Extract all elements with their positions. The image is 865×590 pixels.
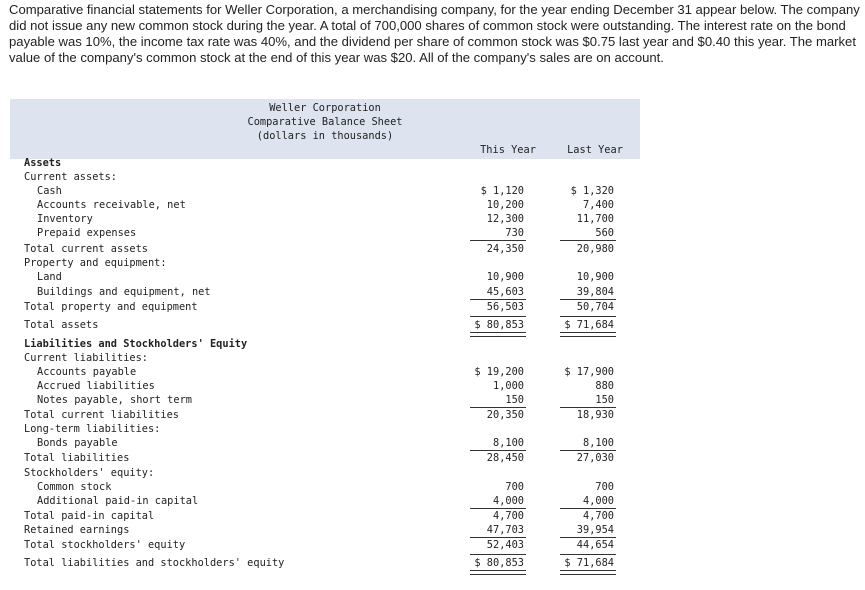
table-row: [10, 494, 640, 508]
this-year-value: 150: [505, 394, 524, 406]
row-label: Inventory: [37, 213, 93, 225]
this-year-value: 1,000: [493, 380, 524, 392]
row-label: Total assets: [24, 319, 99, 331]
this-year-value: 4,700: [493, 510, 524, 522]
last-year-value: 10,900: [576, 271, 614, 283]
row-label: Stockholders' equity:: [24, 467, 155, 479]
this-year-value: $ 80,853: [474, 557, 524, 569]
table-row: [10, 451, 640, 465]
row-label: Buildings and equipment, net: [37, 286, 211, 298]
table-row: [10, 466, 640, 480]
last-year-value: 39,954: [576, 524, 614, 536]
table-row: [10, 351, 640, 365]
row-label: Total liabilities: [24, 452, 130, 464]
column-header-this-year: This Year: [480, 144, 536, 156]
column-header-last-year: Last Year: [567, 144, 623, 156]
table-row: [10, 285, 640, 299]
this-year-value: 24,350: [486, 243, 524, 255]
last-year-value: 20,980: [576, 243, 614, 255]
this-year-value: 12,300: [486, 213, 524, 225]
company-name: Weller Corporation: [269, 102, 381, 114]
row-label: Accrued liabilities: [37, 380, 155, 392]
last-year-value: 27,030: [576, 452, 614, 464]
table-row: [10, 184, 640, 198]
total-rule: [560, 316, 616, 317]
table-row: [10, 198, 640, 212]
problem-statement: Comparative financial statements for Weller Corporation, a merchandising company, for the year ending December 31 appear below. The company did not issue any new common stock during the year. A total of 700,000 shares of common stock were outstanding. The interest rate on the bond payable was 10%, the income tax rate was 40%, and the dividend per share of common stock was $0.75 last year and $0.40 this year. The market value of the company's common stock at the end of this year was $20. All of the company's sales are on account.: [9, 2, 860, 65]
last-year-value: 39,804: [576, 286, 614, 298]
last-year-value: $ 71,684: [564, 557, 614, 569]
this-year-value: 700: [505, 481, 524, 493]
row-label: Accounts receivable, net: [37, 199, 186, 211]
row-label: Total current assets: [24, 243, 148, 255]
table-row: [10, 408, 640, 422]
last-year-value: 880: [595, 380, 614, 392]
total-rule: [560, 554, 616, 555]
this-year-value: $ 80,853: [474, 319, 524, 331]
row-label: Liabilities and Stockholders' Equity: [24, 338, 248, 350]
last-year-value: 50,704: [576, 301, 614, 313]
row-label: Total liabilities and stockholders' equity: [24, 557, 285, 569]
row-label: Common stock: [37, 481, 112, 493]
table-row: [10, 509, 640, 523]
this-year-value: 28,450: [486, 452, 524, 464]
this-year-value: $ 19,200: [474, 366, 524, 378]
total-rule: [470, 316, 526, 317]
row-label: Long-term liabilities:: [24, 423, 161, 435]
this-year-value: 56,503: [486, 301, 524, 313]
this-year-value: 8,100: [493, 437, 524, 449]
row-label: Total paid-in capital: [24, 510, 155, 522]
table-row: [10, 480, 640, 494]
last-year-value: 8,100: [583, 437, 614, 449]
this-year-value: 10,200: [486, 199, 524, 211]
last-year-value: 700: [595, 481, 614, 493]
last-year-value: 150: [595, 394, 614, 406]
this-year-value: 10,900: [486, 271, 524, 283]
this-year-value: 4,000: [493, 495, 524, 507]
row-label: Current liabilities:: [24, 352, 148, 364]
table-row: [10, 170, 640, 184]
table-row: [10, 365, 640, 379]
table-row: [10, 156, 640, 170]
this-year-value: 20,350: [486, 409, 524, 421]
table-row: [10, 523, 640, 537]
table-row: [10, 556, 640, 570]
last-year-value: 44,654: [576, 539, 614, 551]
statement-units: (dollars in thousands): [256, 130, 394, 142]
row-label: Total current liabilities: [24, 409, 179, 421]
table-row: [10, 422, 640, 436]
underline-rule: [560, 240, 616, 241]
last-year-value: $ 71,684: [564, 319, 614, 331]
this-year-value: 45,603: [486, 286, 524, 298]
row-label: Current assets:: [24, 171, 117, 183]
last-year-value: 11,700: [576, 213, 614, 225]
underline-rule: [470, 240, 526, 241]
row-label: Cash: [37, 185, 62, 197]
table-row: [10, 337, 640, 351]
last-year-value: $ 1,320: [570, 185, 614, 197]
last-year-value: $ 17,900: [564, 366, 614, 378]
table-row: [10, 226, 640, 240]
row-label: Additional paid-in capital: [37, 495, 199, 507]
table-row: [10, 538, 640, 552]
this-year-value: 52,403: [486, 539, 524, 551]
table-row: [10, 379, 640, 393]
double-underline-rule: [560, 570, 616, 575]
table-row: [10, 212, 640, 226]
row-label: Total stockholders' equity: [24, 539, 186, 551]
row-label: Retained earnings: [24, 524, 130, 536]
last-year-value: 18,930: [576, 409, 614, 421]
row-label: Land: [37, 271, 62, 283]
row-label: Total property and equipment: [24, 301, 198, 313]
this-year-value: $ 1,120: [480, 185, 524, 197]
table-row: [10, 436, 640, 450]
table-row: [10, 256, 640, 270]
row-label: Accounts payable: [37, 366, 137, 378]
table-row: [10, 270, 640, 284]
last-year-value: 4,000: [583, 495, 614, 507]
last-year-value: 7,400: [583, 199, 614, 211]
statement-title: Comparative Balance Sheet: [247, 116, 403, 128]
row-label: Assets: [24, 157, 62, 169]
table-row: [10, 393, 640, 407]
table-row: [10, 318, 640, 332]
row-label: Property and equipment:: [24, 257, 167, 269]
table-row: [10, 300, 640, 314]
last-year-value: 560: [595, 227, 614, 239]
row-label: Notes payable, short term: [37, 394, 192, 406]
row-label: Prepaid expenses: [37, 227, 137, 239]
total-rule: [470, 554, 526, 555]
this-year-value: 47,703: [486, 524, 524, 536]
double-underline-rule: [470, 570, 526, 575]
this-year-value: 730: [505, 227, 524, 239]
row-label: Bonds payable: [37, 437, 118, 449]
table-row: [10, 242, 640, 256]
last-year-value: 4,700: [583, 510, 614, 522]
